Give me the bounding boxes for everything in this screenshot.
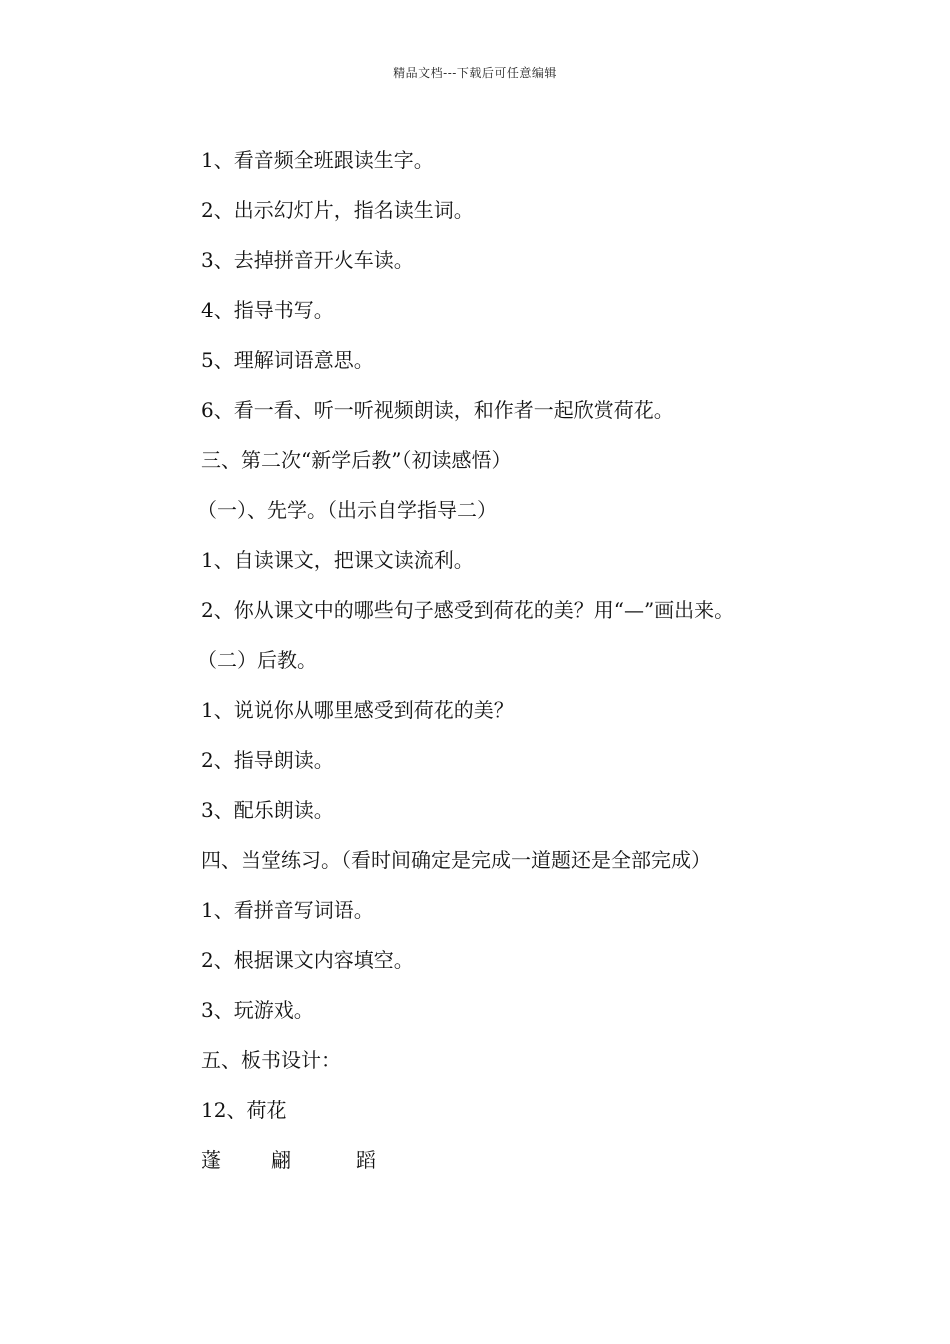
subsection-heading: （二）后教。 (197, 648, 317, 672)
list-item: 2、出示幻灯片，指名读生词。 (201, 198, 474, 222)
list-item: 3、玩游戏。 (201, 998, 314, 1022)
list-item: 3、去掉拼音开火车读。 (201, 248, 414, 272)
section-heading: 三、第二次“新学后教”（初读感悟） (201, 448, 512, 472)
board-char: 蓬 (201, 1148, 221, 1172)
board-char: 翩 (271, 1148, 291, 1172)
page-header: 精品文档---下载后可任意编辑 (393, 66, 557, 80)
list-item: 1、自读课文，把课文读流利。 (201, 548, 474, 572)
list-item: 2、你从课文中的哪些句子感受到荷花的美？用“—”画出来。 (201, 598, 735, 622)
section-heading: 五、板书设计： (201, 1048, 341, 1072)
list-item: 1、看拼音写词语。 (201, 898, 374, 922)
board-characters (201, 1145, 901, 1195)
board-char: 蹈 (356, 1148, 376, 1172)
section-heading: 四、当堂练习。（看时间确定是完成一道题还是全部完成） (201, 848, 711, 872)
board-title: 12、荷花 (201, 1098, 287, 1122)
document-body (197, 145, 901, 1195)
list-item: 2、根据课文内容填空。 (201, 948, 414, 972)
list-item: 3、配乐朗读。 (201, 798, 334, 822)
list-item: 4、指导书写。 (201, 298, 334, 322)
list-item: 1、说说你从哪里感受到荷花的美？ (201, 698, 514, 722)
list-item: 1、看音频全班跟读生字。 (201, 148, 434, 172)
list-item: 6、看一看、听一听视频朗读，和作者一起欣赏荷花。 (201, 398, 674, 422)
list-item: 5、理解词语意思。 (201, 348, 374, 372)
subsection-heading: （一）、先学。（出示自学指导二） (197, 498, 497, 522)
list-item: 2、指导朗读。 (201, 748, 334, 772)
